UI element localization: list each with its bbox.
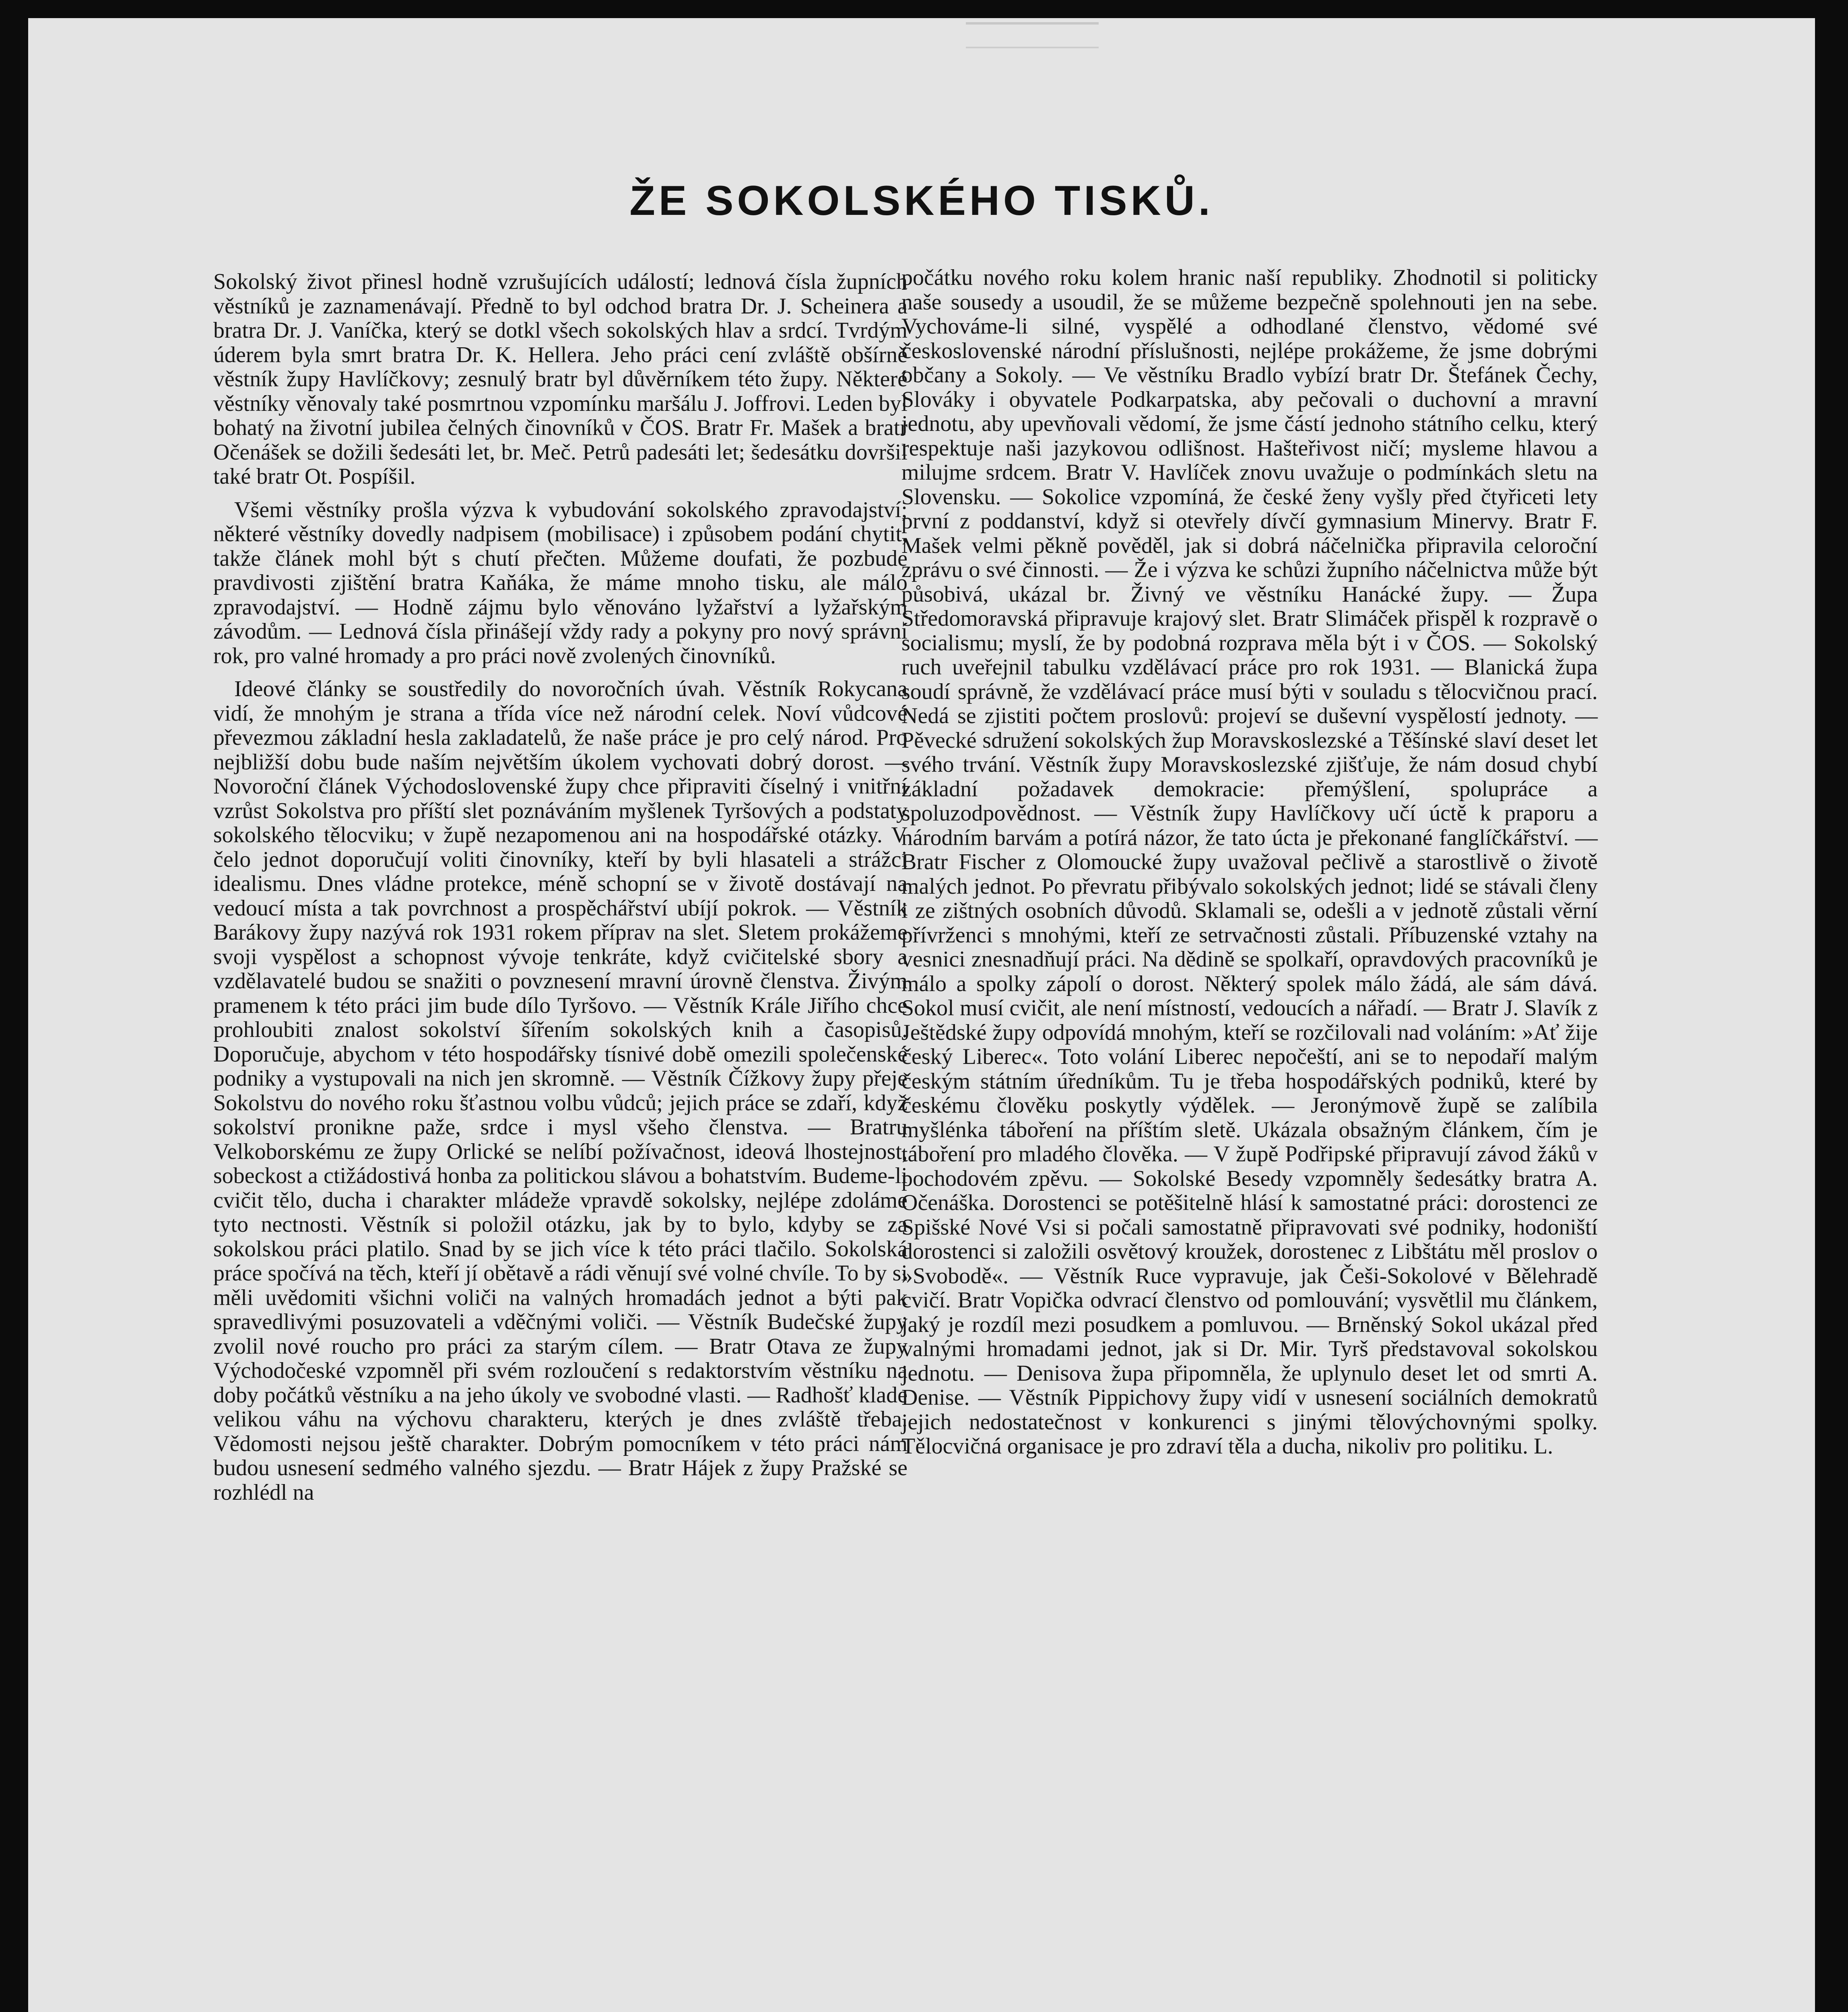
right-paragraph-1: počátku nového roku kolem hranic naší republiky. Zhodnotil si politicky naše sousedy a usoudil, že se můžeme bezpečně spolehnouti jen na sebe. Vychováme-li silné, vyspělé a odhodlané členstvo, vědomé své československé národní příslušnosti, nejlépe prokážeme, že jsme dobrými občany a Sokoly. — Ve věstníku Bradlo vybízí bratr Dr. Štefánek Čechy, Slováky i obyvatele Podkarpatska, aby pečovali o duchovní a mravní jednotu, aby upevňovali vědomí, že jsme částí jednoho státního celku, který respektuje naši jazykovou odlišnost. Hašteřivost ničí; mysleme hlavou a milujme srdcem. Bratr V. Havlíček znovu uvažuje o podmínkách sletu na Slovensku. — Sokolice vzpomíná, že české ženy vyšly před čtyřiceti lety první z poddanství, když si otevřely dívčí gymnasium Minervy. Bratr F. Mašek velmi pěkně pověděl, jak si dobrá náčelnička připravila celoroční zprávu o své činnosti. — Že i výzva ke schůzi župního náčelnictva může být působivá, ukázal br. Živný ve věstníku Hanácké župy. — Župa Středomoravská připravuje krajový slet. Bratr Slimáček přispěl k rozpravě o socialismu; myslí, že by podobná rozprava měla být i v ČOS. — Sokolský ruch uveřejnil tabulku vzdělávací práce pro rok 1931. — Blanická župa soudí správně, že vzdělávací práce musí býti v souladu s tělocvičnou prací. Nedá se zjistiti počtem proslovů: projeví se duševní vyspělostí jednoty. — Pěvecké sdružení sokolských žup Moravskoslezské a Těšínské slaví deset let svého trvání. Věstník župy Moravskoslezské zjišťuje, že nám dosud chybí základní požadavek demokracie: přemýšlení, spolupráce a spoluzodpovědnost. — Věstník župy Havlíčkovy učí úctě k praporu a národním barvám a potírá názor, že tato úcta je překonané fanglíčkářství. — Bratr Fischer z Olomoucké župy uvažoval pečlivě a starostlivě o životě malých jednot. Po převratu přibývalo sokolských jednot; lidé se stávali členy i ze zištných osobních důvodů. Sklamali se, odešli a v jednotě zůstali věrní přívrženci s mnohými, kteří ze setrvačnosti zůstali. Příbuzenské vztahy na vesnici znesnadňují práci. Na dědině se spolkaří, opravdových pracovníků je málo a spolky zápolí o dorost. Některý spolek málo žádá, ale sám dává. Sokol musí cvičit, ale není místností, vedoucích a nářadí. — Bratr J. Slavík z Ještědské župy odpovídá mnohým, kteří se rozčilovali nad voláním: »Ať žije český Liberec«. Toto volání Liberec nepočeští, ani se to nepodaří malým českým státním úředníkům. Tu je třeba hospodářských podniků, které by českému člověku poskytly výdělek. — Jeronýmově župě se zalíbila myšlénka táboření na příštím sletě. Ukázala obsažným článkem, čím je táboření pro mladého člověka. — V župě Podřipské připravují závod žáků v pochodovém zpěvu. — Sokolské Besedy vzpomněly šedesátky bratra A. Očenáška. Dorostenci se potěšitelně hlásí k samostatné práci: dorostenci ze Spišské Nové Vsi si počali samostatně připravovati své podniky, hodoniští dorostenci si založili osvětový kroužek, dorostenec z Libštátu měl proslov o »Svobodě«. — Věstník Ruce vypravuje, jak Češi-Sokolové v Bělehradě cvičí. Bratr Vopička odvrací členstvo od pomlouvání; vysvětlil mu článkem, jaký je rozdíl mezi posudkem a pomluvou. — Brněnský Sokol ukázal před valnými hromadami jednot, jak si Dr. Mir. Tyrš představoval sokolskou jednotu. — Denisova župa připomněla, že uplynulo deset let od smrti A. Denise. — Věstník Pippichovy župy vidí v usnesení sociálních demokratů jejich nedostatečnost v konkurenci s jinými tělovýchovnými spolky. Tělocvičná organisace je pro zdraví těla a ducha, nikoliv pro politiku. L.	[901, 265, 1598, 1459]
left-column	[213, 270, 908, 1513]
right-column	[901, 266, 1598, 1468]
scan-artifact	[966, 22, 1099, 48]
document-page	[28, 18, 1815, 2012]
left-paragraph-3: Ideové články se soustředily do novoročních úvah. Věstník Rokycana vidí, že mnohým je strana a třída více než národní celek. Noví vůdcové převezmou základní hesla zakladatelů, že naše práce je pro celý národ. Pro nejbližší dobu bude naším největším úkolem vychovati dobrý dorost. — Novoroční článek Východoslovenské župy chce připraviti číselný i vnitřní vzrůst Sokolstva pro příští slet poznáváním myšlenek Tyršových a podstaty sokolského tělocviku; v župě nezapomenou ani na hospodářské otázky. V čelo jednot doporučují voliti činovníky, kteří by byli hlasateli a strážci idealismu. Dnes vládne protekce, méně schopní se v životě dostávají na vedoucí místa a tak povrchnost a prospěchářství ubíjí pokrok. — Věstník Barákovy župy nazývá rok 1931 rokem příprav na slet. Sletem prokážeme svoji vyspělost a schopnost vývoje tenkráte, když cvičitelské sbory a vzdělavatelé budou se snažiti o povznesení mravní úrovně členstva. Živým pramenem k této práci jim bude dílo Tyršovo. — Věstník Krále Jiřího chce prohloubiti znalost sokolství šířením sokolských knih a časopisů. Doporučuje, abychom v této hospodářsky tísnivé době omezili společenské podniky a vystupovali na nich jen skromně. — Věstník Čížkovy župy přeje Sokolstvu do nového roku šťastnou volbu vůdců; jejich práce se zdaří, když sokolství pronikne paže, srdce i mysl všeho členstva. — Bratru Velkoborskému ze župy Orlické se nelíbí požívačnost, ideová lhostejnost, sobeckost a ctižádostivá honba za politickou slávou a bohatstvím. Budeme-li cvičit tělo, ducha i charakter mládeže vpravdě sokolsky, nejlépe zdoláme tyto nectnosti. Věstník si položil otázku, jak by to bylo, kdyby se za sokolskou práci platilo. Snad by se jich více k této práci tlačilo. Sokolská práce spočívá na těch, kteří jí obětavě a rádi věnují své volné chvíle. To by si měli uvědomiti všichni voliči na valných hromadách jednot a býti pak spravedlivými posuzovateli a vděčnými voliči. — Věstník Budečské župy zvolil nové roucho pro práci za starým cílem. — Bratr Otava ze župy Východočeské vzpomněl při svém rozloučení s redaktorstvím věstníku na doby počátků věstníku a na jeho úkoly ve svobodné vlasti. — Radhošť klade velikou váhu na výchovu charakteru, kterých je dnes zvláště třeba. Vědomosti nejsou ještě charakter. Dobrým pomocníkem v této práci nám budou usnesení sedmého valného sjezdu. — Bratr Hájek z župy Pražské se rozhlédl na	[213, 676, 908, 1505]
page-title: ŽE SOKOLSKÉHO TISKŮ.	[629, 177, 1214, 224]
left-paragraph-2: Všemi věstníky prošla výzva k vybudování sokolského zpravodajství; některé věstníky dovedly nadpisem (mobilisace) i způsobem podání chytit, takže článek mohl být s chutí přečten. Můžeme doufati, že pozbude pravdivosti zjištění bratra Kaňáka, že máme mnoho tisku, ale málo zpravodajství. — Hodně zájmu bylo věnováno lyžařství a lyžařským závodům. — Lednová čísla přinášejí vždy rady a pokyny pro nový správní rok, pro valné hromady a pro práci nově zvolených činovníků.	[213, 497, 908, 668]
left-paragraph-1: Sokolský život přinesl hodně vzrušujících událostí; lednová čísla župních věstníků je zaznamenávají. Předně to byl odchod bratra Dr. J. Scheinera a bratra Dr. J. Vaníčka, který se dotkl všech sokolských hlav a srdcí. Tvrdým úderem byla smrt bratra Dr. K. Hellera. Jeho práci cení zvláště obšírně věstník župy Havlíčkovy; zesnulý bratr byl důvěrníkem této župy. Některé věstníky věnovaly také posmrtnou vzpomínku maršálu J. Joffrovi. Leden byl bohatý na životní jubilea čelných činovníků v ČOS. Bratr Fr. Mašek a bratr Očenášek se dožili šedesáti let, br. Meč. Petrů padesáti let; šedesátku dovršil také bratr Ot. Pospíšil.	[213, 269, 908, 489]
